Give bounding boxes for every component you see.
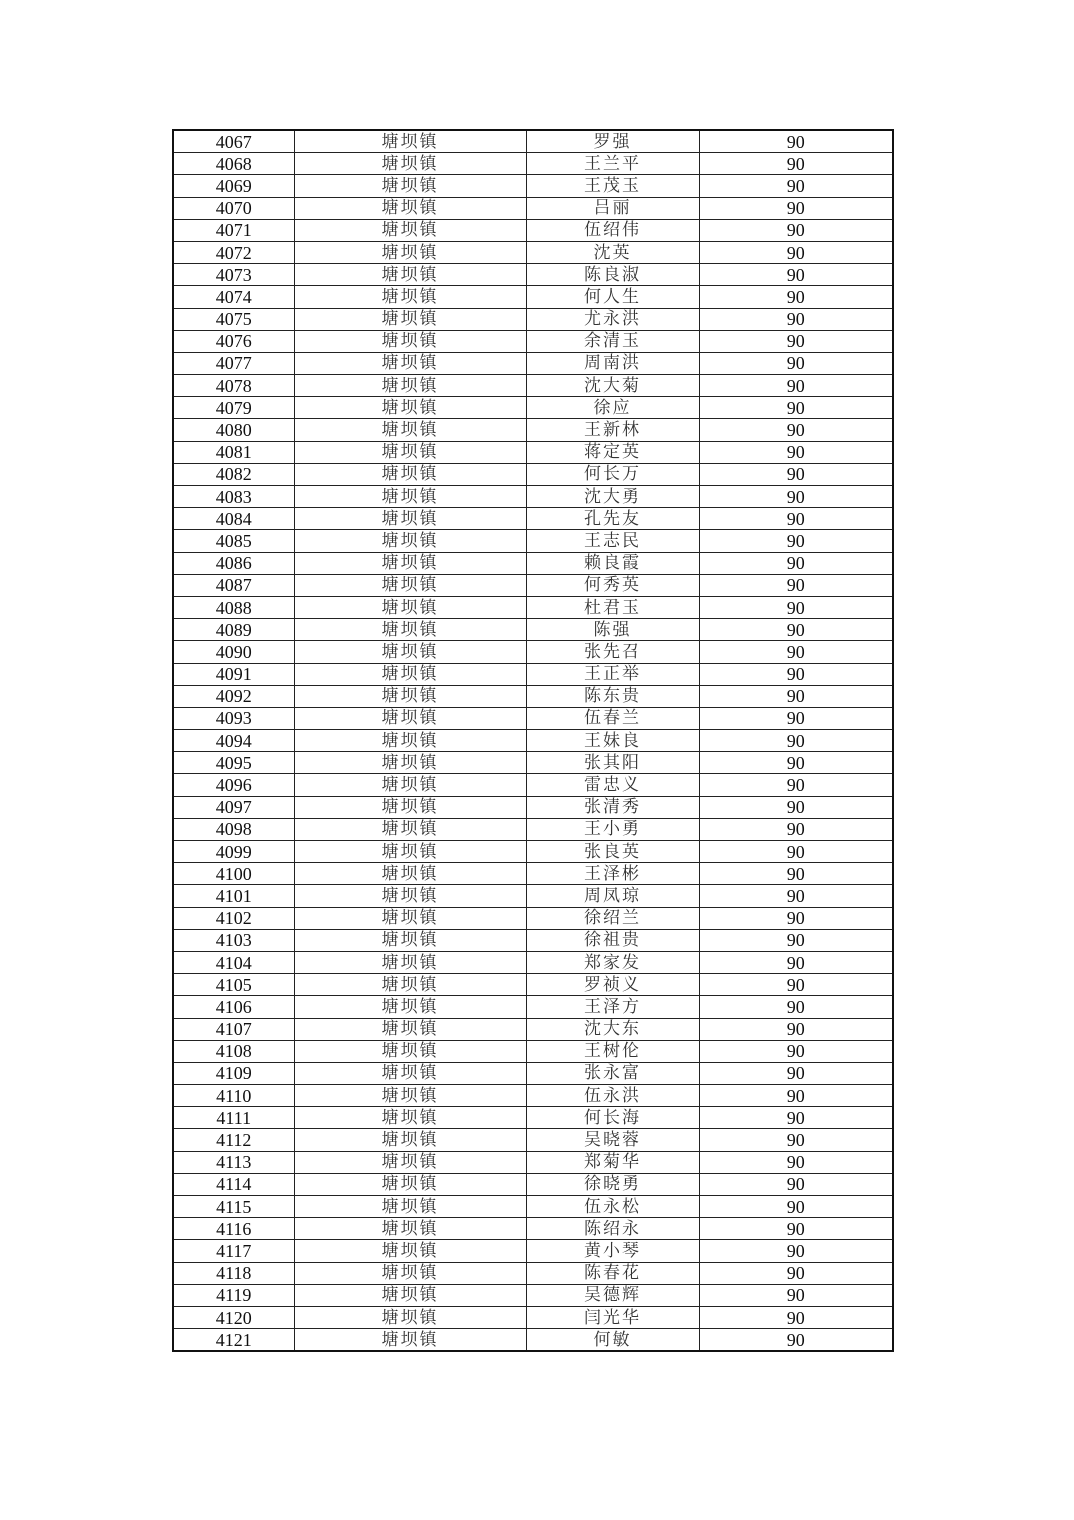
name-cell: 徐应 xyxy=(526,397,699,419)
name-cell: 王正举 xyxy=(526,663,699,685)
amount-cell: 90 xyxy=(699,1062,893,1084)
amount-cell: 90 xyxy=(699,1218,893,1240)
name-cell: 黄小琴 xyxy=(526,1240,699,1262)
town-cell: 塘坝镇 xyxy=(294,774,526,796)
table-row xyxy=(173,1306,893,1328)
amount-cell: 90 xyxy=(699,596,893,618)
table-row xyxy=(173,463,893,485)
table-row xyxy=(173,441,893,463)
table-row xyxy=(173,397,893,419)
town-cell: 塘坝镇 xyxy=(294,1151,526,1173)
amount-cell: 90 xyxy=(699,996,893,1018)
table-row xyxy=(173,841,893,863)
id-cell: 4081 xyxy=(173,441,294,463)
name-cell: 伍绍伟 xyxy=(526,219,699,241)
table-row xyxy=(173,375,893,397)
town-cell: 塘坝镇 xyxy=(294,885,526,907)
town-cell: 塘坝镇 xyxy=(294,1218,526,1240)
amount-cell: 90 xyxy=(699,951,893,973)
table-row xyxy=(173,574,893,596)
table-row xyxy=(173,197,893,219)
id-cell: 4067 xyxy=(173,130,294,153)
table-row xyxy=(173,308,893,330)
id-cell: 4094 xyxy=(173,730,294,752)
name-cell: 郑家发 xyxy=(526,951,699,973)
town-cell: 塘坝镇 xyxy=(294,1173,526,1195)
amount-cell: 90 xyxy=(699,1129,893,1151)
id-cell: 4073 xyxy=(173,264,294,286)
id-cell: 4097 xyxy=(173,796,294,818)
amount-cell: 90 xyxy=(699,264,893,286)
town-cell: 塘坝镇 xyxy=(294,574,526,596)
name-cell: 何人生 xyxy=(526,286,699,308)
id-cell: 4105 xyxy=(173,974,294,996)
table-row xyxy=(173,641,893,663)
name-cell: 沈大东 xyxy=(526,1018,699,1040)
town-cell: 塘坝镇 xyxy=(294,463,526,485)
table-row xyxy=(173,619,893,641)
id-cell: 4118 xyxy=(173,1262,294,1284)
id-cell: 4071 xyxy=(173,219,294,241)
town-cell: 塘坝镇 xyxy=(294,951,526,973)
name-cell: 伍春兰 xyxy=(526,707,699,729)
table-row xyxy=(173,175,893,197)
amount-cell: 90 xyxy=(699,974,893,996)
table-row xyxy=(173,219,893,241)
id-cell: 4112 xyxy=(173,1129,294,1151)
amount-cell: 90 xyxy=(699,197,893,219)
id-cell: 4088 xyxy=(173,596,294,618)
name-cell: 杜君玉 xyxy=(526,596,699,618)
amount-cell: 90 xyxy=(699,1040,893,1062)
table-row xyxy=(173,1129,893,1151)
name-cell: 吕丽 xyxy=(526,197,699,219)
id-cell: 4070 xyxy=(173,197,294,219)
id-cell: 4074 xyxy=(173,286,294,308)
id-cell: 4104 xyxy=(173,951,294,973)
name-cell: 张先召 xyxy=(526,641,699,663)
id-cell: 4089 xyxy=(173,619,294,641)
table-body xyxy=(173,130,893,1351)
name-cell: 王树伦 xyxy=(526,1040,699,1062)
amount-cell: 90 xyxy=(699,219,893,241)
name-cell: 张永富 xyxy=(526,1062,699,1084)
id-cell: 4117 xyxy=(173,1240,294,1262)
id-cell: 4069 xyxy=(173,175,294,197)
town-cell: 塘坝镇 xyxy=(294,1062,526,1084)
amount-cell: 90 xyxy=(699,530,893,552)
table-row xyxy=(173,130,893,153)
name-cell: 张清秀 xyxy=(526,796,699,818)
table-row xyxy=(173,663,893,685)
table-row xyxy=(173,885,893,907)
id-cell: 4082 xyxy=(173,463,294,485)
id-cell: 4083 xyxy=(173,486,294,508)
id-cell: 4090 xyxy=(173,641,294,663)
town-cell: 塘坝镇 xyxy=(294,486,526,508)
amount-cell: 90 xyxy=(699,1284,893,1306)
amount-cell: 90 xyxy=(699,907,893,929)
table-row xyxy=(173,707,893,729)
name-cell: 徐绍兰 xyxy=(526,907,699,929)
town-cell: 塘坝镇 xyxy=(294,996,526,1018)
id-cell: 4103 xyxy=(173,929,294,951)
name-cell: 王新林 xyxy=(526,419,699,441)
name-cell: 吴晓蓉 xyxy=(526,1129,699,1151)
name-cell: 沈大勇 xyxy=(526,486,699,508)
name-cell: 雷忠义 xyxy=(526,774,699,796)
amount-cell: 90 xyxy=(699,153,893,175)
name-cell: 沈大菊 xyxy=(526,375,699,397)
amount-cell: 90 xyxy=(699,818,893,840)
id-cell: 4096 xyxy=(173,774,294,796)
name-cell: 何长万 xyxy=(526,463,699,485)
amount-cell: 90 xyxy=(699,685,893,707)
amount-cell: 90 xyxy=(699,1240,893,1262)
id-cell: 4087 xyxy=(173,574,294,596)
amount-cell: 90 xyxy=(699,1329,893,1352)
town-cell: 塘坝镇 xyxy=(294,286,526,308)
amount-cell: 90 xyxy=(699,330,893,352)
amount-cell: 90 xyxy=(699,552,893,574)
table-row xyxy=(173,1284,893,1306)
id-cell: 4068 xyxy=(173,153,294,175)
town-cell: 塘坝镇 xyxy=(294,796,526,818)
town-cell: 塘坝镇 xyxy=(294,1284,526,1306)
table-row xyxy=(173,1107,893,1129)
table-row xyxy=(173,1085,893,1107)
table-row xyxy=(173,752,893,774)
name-cell: 赖良霞 xyxy=(526,552,699,574)
town-cell: 塘坝镇 xyxy=(294,330,526,352)
name-cell: 王小勇 xyxy=(526,818,699,840)
amount-cell: 90 xyxy=(699,1306,893,1328)
id-cell: 4120 xyxy=(173,1306,294,1328)
town-cell: 塘坝镇 xyxy=(294,530,526,552)
amount-cell: 90 xyxy=(699,241,893,263)
amount-cell: 90 xyxy=(699,663,893,685)
name-cell: 罗强 xyxy=(526,130,699,153)
table-row xyxy=(173,1196,893,1218)
id-cell: 4085 xyxy=(173,530,294,552)
name-cell: 陈春花 xyxy=(526,1262,699,1284)
name-cell: 何敏 xyxy=(526,1329,699,1352)
name-cell: 郑菊华 xyxy=(526,1151,699,1173)
table-row xyxy=(173,818,893,840)
id-cell: 4115 xyxy=(173,1196,294,1218)
town-cell: 塘坝镇 xyxy=(294,863,526,885)
town-cell: 塘坝镇 xyxy=(294,1329,526,1352)
name-cell: 伍永松 xyxy=(526,1196,699,1218)
town-cell: 塘坝镇 xyxy=(294,1018,526,1040)
id-cell: 4072 xyxy=(173,241,294,263)
id-cell: 4102 xyxy=(173,907,294,929)
amount-cell: 90 xyxy=(699,1151,893,1173)
amount-cell: 90 xyxy=(699,352,893,374)
table-row xyxy=(173,286,893,308)
town-cell: 塘坝镇 xyxy=(294,929,526,951)
id-cell: 4108 xyxy=(173,1040,294,1062)
amount-cell: 90 xyxy=(699,463,893,485)
id-cell: 4086 xyxy=(173,552,294,574)
town-cell: 塘坝镇 xyxy=(294,974,526,996)
id-cell: 4093 xyxy=(173,707,294,729)
table-row xyxy=(173,907,893,929)
amount-cell: 90 xyxy=(699,1173,893,1195)
name-cell: 何长海 xyxy=(526,1107,699,1129)
table-row xyxy=(173,330,893,352)
town-cell: 塘坝镇 xyxy=(294,375,526,397)
id-cell: 4077 xyxy=(173,352,294,374)
amount-cell: 90 xyxy=(699,730,893,752)
town-cell: 塘坝镇 xyxy=(294,175,526,197)
town-cell: 塘坝镇 xyxy=(294,1107,526,1129)
table-row xyxy=(173,974,893,996)
town-cell: 塘坝镇 xyxy=(294,419,526,441)
name-cell: 何秀英 xyxy=(526,574,699,596)
name-cell: 王兰平 xyxy=(526,153,699,175)
town-cell: 塘坝镇 xyxy=(294,1040,526,1062)
table-row xyxy=(173,596,893,618)
id-cell: 4101 xyxy=(173,885,294,907)
name-cell: 周凤琼 xyxy=(526,885,699,907)
name-cell: 徐晓勇 xyxy=(526,1173,699,1195)
table-row xyxy=(173,730,893,752)
town-cell: 塘坝镇 xyxy=(294,1306,526,1328)
town-cell: 塘坝镇 xyxy=(294,197,526,219)
name-cell: 陈良淑 xyxy=(526,264,699,286)
amount-cell: 90 xyxy=(699,508,893,530)
town-cell: 塘坝镇 xyxy=(294,1085,526,1107)
amount-cell: 90 xyxy=(699,1107,893,1129)
town-cell: 塘坝镇 xyxy=(294,153,526,175)
amount-cell: 90 xyxy=(699,929,893,951)
amount-cell: 90 xyxy=(699,308,893,330)
amount-cell: 90 xyxy=(699,286,893,308)
table-row xyxy=(173,264,893,286)
table-row xyxy=(173,530,893,552)
town-cell: 塘坝镇 xyxy=(294,596,526,618)
town-cell: 塘坝镇 xyxy=(294,308,526,330)
id-cell: 4100 xyxy=(173,863,294,885)
town-cell: 塘坝镇 xyxy=(294,752,526,774)
id-cell: 4078 xyxy=(173,375,294,397)
table-row xyxy=(173,863,893,885)
name-cell: 沈英 xyxy=(526,241,699,263)
id-cell: 4114 xyxy=(173,1173,294,1195)
amount-cell: 90 xyxy=(699,796,893,818)
id-cell: 4099 xyxy=(173,841,294,863)
name-cell: 陈强 xyxy=(526,619,699,641)
id-cell: 4098 xyxy=(173,818,294,840)
amount-cell: 90 xyxy=(699,419,893,441)
table-row xyxy=(173,241,893,263)
amount-cell: 90 xyxy=(699,841,893,863)
amount-cell: 90 xyxy=(699,1196,893,1218)
name-cell: 闫光华 xyxy=(526,1306,699,1328)
name-cell: 王妹良 xyxy=(526,730,699,752)
id-cell: 4076 xyxy=(173,330,294,352)
table-row xyxy=(173,153,893,175)
table-row xyxy=(173,1329,893,1352)
name-cell: 周南洪 xyxy=(526,352,699,374)
id-cell: 4107 xyxy=(173,1018,294,1040)
id-cell: 4121 xyxy=(173,1329,294,1352)
amount-cell: 90 xyxy=(699,1262,893,1284)
name-cell: 王泽彬 xyxy=(526,863,699,885)
amount-cell: 90 xyxy=(699,1018,893,1040)
town-cell: 塘坝镇 xyxy=(294,818,526,840)
name-cell: 孔先友 xyxy=(526,508,699,530)
amount-cell: 90 xyxy=(699,175,893,197)
amount-cell: 90 xyxy=(699,130,893,153)
table-row xyxy=(173,1040,893,1062)
table-row xyxy=(173,796,893,818)
name-cell: 吴德辉 xyxy=(526,1284,699,1306)
name-cell: 张良英 xyxy=(526,841,699,863)
amount-cell: 90 xyxy=(699,486,893,508)
name-cell: 王泽方 xyxy=(526,996,699,1018)
amount-cell: 90 xyxy=(699,752,893,774)
town-cell: 塘坝镇 xyxy=(294,907,526,929)
id-cell: 4111 xyxy=(173,1107,294,1129)
name-cell: 伍永洪 xyxy=(526,1085,699,1107)
amount-cell: 90 xyxy=(699,641,893,663)
town-cell: 塘坝镇 xyxy=(294,130,526,153)
amount-cell: 90 xyxy=(699,619,893,641)
town-cell: 塘坝镇 xyxy=(294,707,526,729)
table-row xyxy=(173,1240,893,1262)
table-row xyxy=(173,685,893,707)
town-cell: 塘坝镇 xyxy=(294,219,526,241)
name-cell: 罗祯义 xyxy=(526,974,699,996)
table-row xyxy=(173,486,893,508)
amount-cell: 90 xyxy=(699,1085,893,1107)
town-cell: 塘坝镇 xyxy=(294,663,526,685)
town-cell: 塘坝镇 xyxy=(294,241,526,263)
amount-cell: 90 xyxy=(699,774,893,796)
town-cell: 塘坝镇 xyxy=(294,730,526,752)
table-row xyxy=(173,1262,893,1284)
town-cell: 塘坝镇 xyxy=(294,1262,526,1284)
table-row xyxy=(173,1062,893,1084)
beneficiary-table xyxy=(172,129,894,1352)
name-cell: 徐祖贵 xyxy=(526,929,699,951)
id-cell: 4084 xyxy=(173,508,294,530)
amount-cell: 90 xyxy=(699,397,893,419)
town-cell: 塘坝镇 xyxy=(294,552,526,574)
id-cell: 4109 xyxy=(173,1062,294,1084)
name-cell: 余清玉 xyxy=(526,330,699,352)
table-row xyxy=(173,996,893,1018)
town-cell: 塘坝镇 xyxy=(294,619,526,641)
name-cell: 尤永洪 xyxy=(526,308,699,330)
amount-cell: 90 xyxy=(699,441,893,463)
town-cell: 塘坝镇 xyxy=(294,264,526,286)
table-row xyxy=(173,951,893,973)
amount-cell: 90 xyxy=(699,863,893,885)
amount-cell: 90 xyxy=(699,375,893,397)
id-cell: 4119 xyxy=(173,1284,294,1306)
town-cell: 塘坝镇 xyxy=(294,641,526,663)
amount-cell: 90 xyxy=(699,574,893,596)
name-cell: 王志民 xyxy=(526,530,699,552)
town-cell: 塘坝镇 xyxy=(294,397,526,419)
town-cell: 塘坝镇 xyxy=(294,841,526,863)
id-cell: 4075 xyxy=(173,308,294,330)
id-cell: 4113 xyxy=(173,1151,294,1173)
table-row xyxy=(173,508,893,530)
id-cell: 4079 xyxy=(173,397,294,419)
town-cell: 塘坝镇 xyxy=(294,1240,526,1262)
town-cell: 塘坝镇 xyxy=(294,508,526,530)
table-row xyxy=(173,552,893,574)
table-row xyxy=(173,1218,893,1240)
table-row xyxy=(173,929,893,951)
name-cell: 蒋定英 xyxy=(526,441,699,463)
id-cell: 4116 xyxy=(173,1218,294,1240)
table-row xyxy=(173,1173,893,1195)
town-cell: 塘坝镇 xyxy=(294,441,526,463)
id-cell: 4106 xyxy=(173,996,294,1018)
town-cell: 塘坝镇 xyxy=(294,685,526,707)
id-cell: 4110 xyxy=(173,1085,294,1107)
town-cell: 塘坝镇 xyxy=(294,1129,526,1151)
amount-cell: 90 xyxy=(699,885,893,907)
table-row xyxy=(173,419,893,441)
name-cell: 陈绍永 xyxy=(526,1218,699,1240)
id-cell: 4091 xyxy=(173,663,294,685)
id-cell: 4080 xyxy=(173,419,294,441)
table-row xyxy=(173,1018,893,1040)
name-cell: 陈东贵 xyxy=(526,685,699,707)
town-cell: 塘坝镇 xyxy=(294,352,526,374)
id-cell: 4095 xyxy=(173,752,294,774)
name-cell: 王茂玉 xyxy=(526,175,699,197)
table-row xyxy=(173,774,893,796)
id-cell: 4092 xyxy=(173,685,294,707)
town-cell: 塘坝镇 xyxy=(294,1196,526,1218)
name-cell: 张其阳 xyxy=(526,752,699,774)
amount-cell: 90 xyxy=(699,707,893,729)
table-row xyxy=(173,1151,893,1173)
table-row xyxy=(173,352,893,374)
